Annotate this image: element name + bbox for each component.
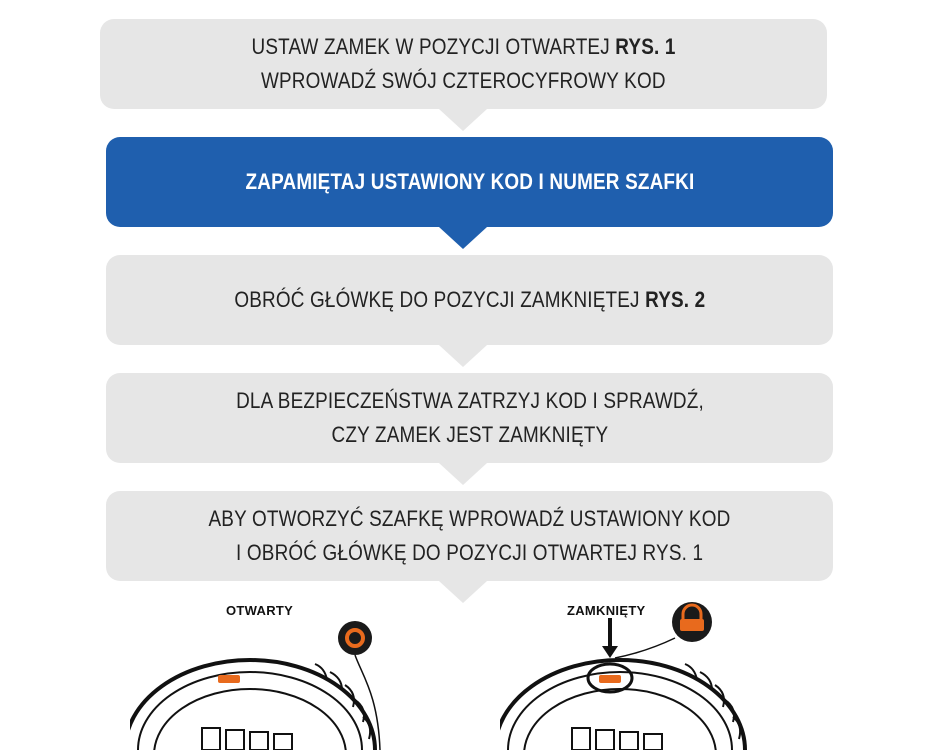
step-1-box bbox=[100, 19, 827, 109]
step-5-arrow bbox=[439, 581, 487, 603]
step-3-figure-ref: RYS. 2 bbox=[644, 287, 706, 312]
step-4-line-2: CZY ZAMEK JEST ZAMKNIĘTY bbox=[331, 422, 608, 447]
step-2-line-1: ZAPAMIĘTAJ USTAWIONY KOD I NUMER SZAFKI bbox=[245, 169, 694, 194]
open-position-label: OTWARTY bbox=[226, 603, 294, 618]
step-3-line-1: OBRÓĆ GŁÓWKĘ DO POZYCJI ZAMKNIĘTEJ RYS. 2 bbox=[233, 287, 706, 312]
step-1-line-1: USTAW ZAMEK W POZYCJI OTWARTEJ RYS. 1 bbox=[251, 34, 676, 59]
step-3-arrow bbox=[439, 345, 487, 367]
open-indicator-icon bbox=[338, 621, 372, 655]
step-4-line-1: DLA BEZPIECZEŃSTWA ZATRZYJ KOD I SPRAWDŹ, bbox=[235, 388, 704, 413]
step-1-line-2: WPROWADŹ SWÓJ CZTEROCYFROWY KOD bbox=[261, 68, 666, 93]
step-3-box bbox=[106, 255, 833, 345]
step-1-arrow bbox=[439, 109, 487, 131]
step-2-box bbox=[106, 137, 833, 227]
step-5-box bbox=[106, 491, 833, 581]
step-5-line-1: ABY OTWORZYĆ SZAFKĘ WPROWADŹ USTAWIONY KOD bbox=[208, 506, 731, 531]
step-2-arrow bbox=[439, 227, 487, 249]
step-4-arrow bbox=[439, 463, 487, 485]
step-1-figure-ref: RYS. 1 bbox=[615, 34, 676, 59]
closed-indicator-icon bbox=[672, 602, 712, 642]
open-lock-illustration bbox=[130, 600, 430, 750]
step-4-box bbox=[106, 373, 833, 463]
step-5-line-2: I OBRÓĆ GŁÓWKĘ DO POZYCJI OTWARTEJ RYS. 1 bbox=[235, 540, 704, 565]
closed-lock-illustration bbox=[500, 600, 800, 750]
closed-position-label: ZAMKNIĘTY bbox=[567, 603, 646, 618]
